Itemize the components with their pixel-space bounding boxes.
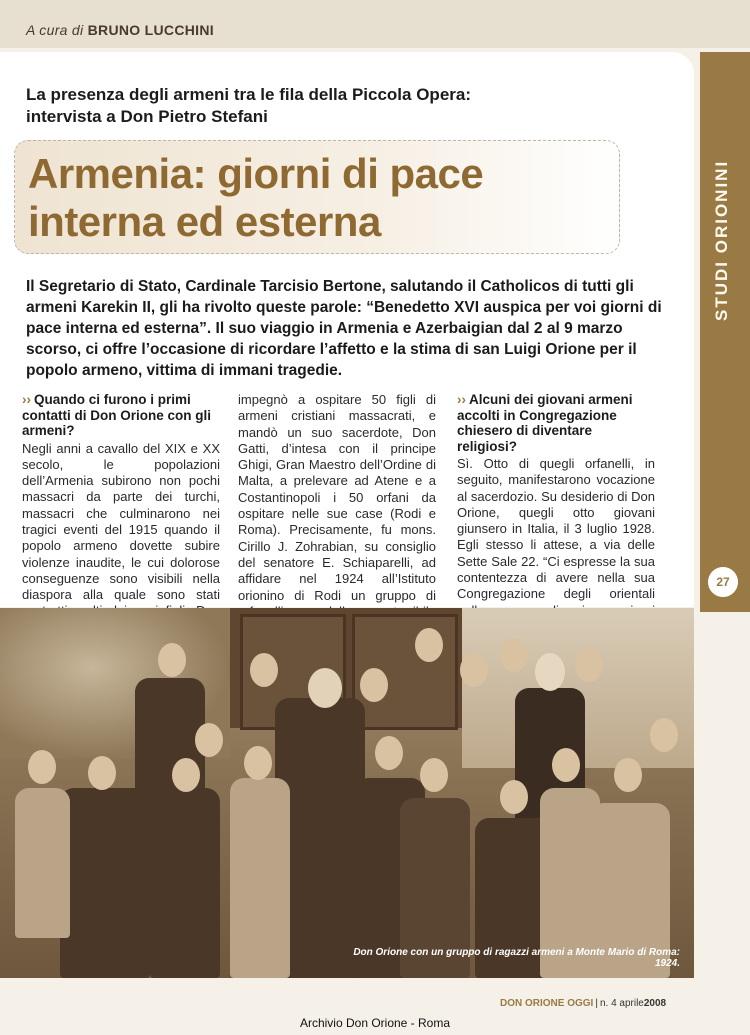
magazine-footer xyxy=(500,998,675,1009)
photo-face xyxy=(375,736,403,770)
section-label: STUDI ORIONINI xyxy=(712,159,731,321)
photo-face xyxy=(552,748,580,782)
question-1 xyxy=(22,392,220,439)
photo-face xyxy=(250,653,278,687)
photo-face xyxy=(575,648,603,682)
curator-lead: A cura di xyxy=(26,22,84,38)
column-3-text: Sì. Otto di quegli orfanelli, in seguito, manifestarono vocazione al sacerdozio. Su desiderio di Don Orione, quegli otto giovani giunsero in Italia, il 3 luglio 1928. Egli stesso li attese, a via delle Sette Sale 22. “Ci espresse la sua contentezza di avere nella sua Congregazione degli orientali xyxy=(457,456,655,602)
photo-face xyxy=(308,668,342,708)
photo-face xyxy=(500,638,528,672)
column-1-text: Negli anni a cavallo del XIX e XX secolo, le popolazioni dell’Armenia subirono non pochi massacri da parte dei turchi, massacri che culminarono nei tragici eventi del 1915 quando il popolo armeno dovette subire violenze inaudite, le cui dolorose conseguenze sono visibili nella diaspora alla quale sono stati xyxy=(22,440,220,603)
photo-figure xyxy=(230,778,290,978)
side-strip xyxy=(700,52,750,612)
photo-face xyxy=(614,758,642,792)
photo-figure xyxy=(60,788,150,978)
column-3 xyxy=(457,392,655,635)
double-arrow-icon: ›› xyxy=(457,392,466,407)
page-number: 27 xyxy=(706,565,740,599)
photo-face xyxy=(88,756,116,790)
archive-credit: Archivio Don Orione - Roma xyxy=(299,1016,451,1030)
subtitle-line-2: intervista a Don Pietro Stefani xyxy=(26,107,268,126)
question-2-text: Alcuni dei giovani armeni accolti in Congregazione chiesero di diventare religiosi? xyxy=(457,392,633,454)
column-2 xyxy=(238,392,436,636)
photo-face xyxy=(360,668,388,702)
subtitle-line-1: La presenza degli armeni tra le fila della Piccola Opera: xyxy=(26,85,472,104)
photo-caption: Don Orione con un gruppo di ragazzi armeni a Monte Mario di Roma: 1924. xyxy=(353,947,680,969)
article-title xyxy=(28,150,608,246)
column-1 xyxy=(22,392,220,636)
question-1-text: Quando ci furono i primi contatti di Don Orione con gli armeni? xyxy=(22,392,211,438)
title-line-2: interna ed esterna xyxy=(28,198,381,245)
photo-face xyxy=(158,643,186,677)
issue-label: n. 4 aprile xyxy=(599,998,644,1009)
photo-face xyxy=(28,750,56,784)
photo-figure xyxy=(15,788,70,938)
photo-face xyxy=(172,758,200,792)
photo-face xyxy=(195,723,223,757)
article-intro: Il Segretario di Stato, Cardinale Tarcisio Bertone, salutando il Catholicos di tutti gli armeni Karekin II, gli ha rivolto queste parole: “Benedetto XVI auspica per voi giorni di pace interna ed esterna”. Il suo viaggio in Armenia e Azerbaigian dal 2 al 9 marzo scorso, ci offre l’occasione di ricordare l’affetto e la stima di san Luigi Orione per il popolo armeno, vittima di immani tragedie. xyxy=(26,278,662,379)
photo-face xyxy=(244,746,272,780)
magazine-name: DON ORIONE OGGI xyxy=(500,998,594,1009)
footer-separator: | xyxy=(595,998,598,1009)
photo-figure xyxy=(150,788,220,978)
group-photo xyxy=(0,608,694,978)
photo-face xyxy=(415,628,443,662)
curator-name: BRUNO LUCCHINI xyxy=(87,22,214,38)
photo-face xyxy=(535,653,565,691)
title-line-1: Armenia: giorni di pace xyxy=(28,150,484,197)
curator-line xyxy=(26,22,214,38)
column-2-text: impegnò a ospitare 50 figli di armeni cristiani massacrati, e mandò un suo sacerdote, Don Gatti, d’intesa con il principe Ghigi, Gran Maestro dell’Ordine di Malta, a prelevare ad Atene e a Costantinopoli i 50 orfani da ospitare nelle sue case (Rodi e Roma). Precisamente, fu mons. Cirillo J. Zohrabian, su consiglio del senatore E. Schiaparelli, ad affidare nel 1924 all’Istituto orionino di Rodi un gruppo di xyxy=(238,392,436,603)
article-subtitle xyxy=(26,84,546,128)
question-2 xyxy=(457,392,655,454)
photo-face xyxy=(500,780,528,814)
double-arrow-icon: ›› xyxy=(22,392,31,407)
photo-face xyxy=(420,758,448,792)
issue-year: 2008 xyxy=(643,998,667,1009)
photo-face xyxy=(650,718,678,752)
photo-face xyxy=(460,653,488,687)
